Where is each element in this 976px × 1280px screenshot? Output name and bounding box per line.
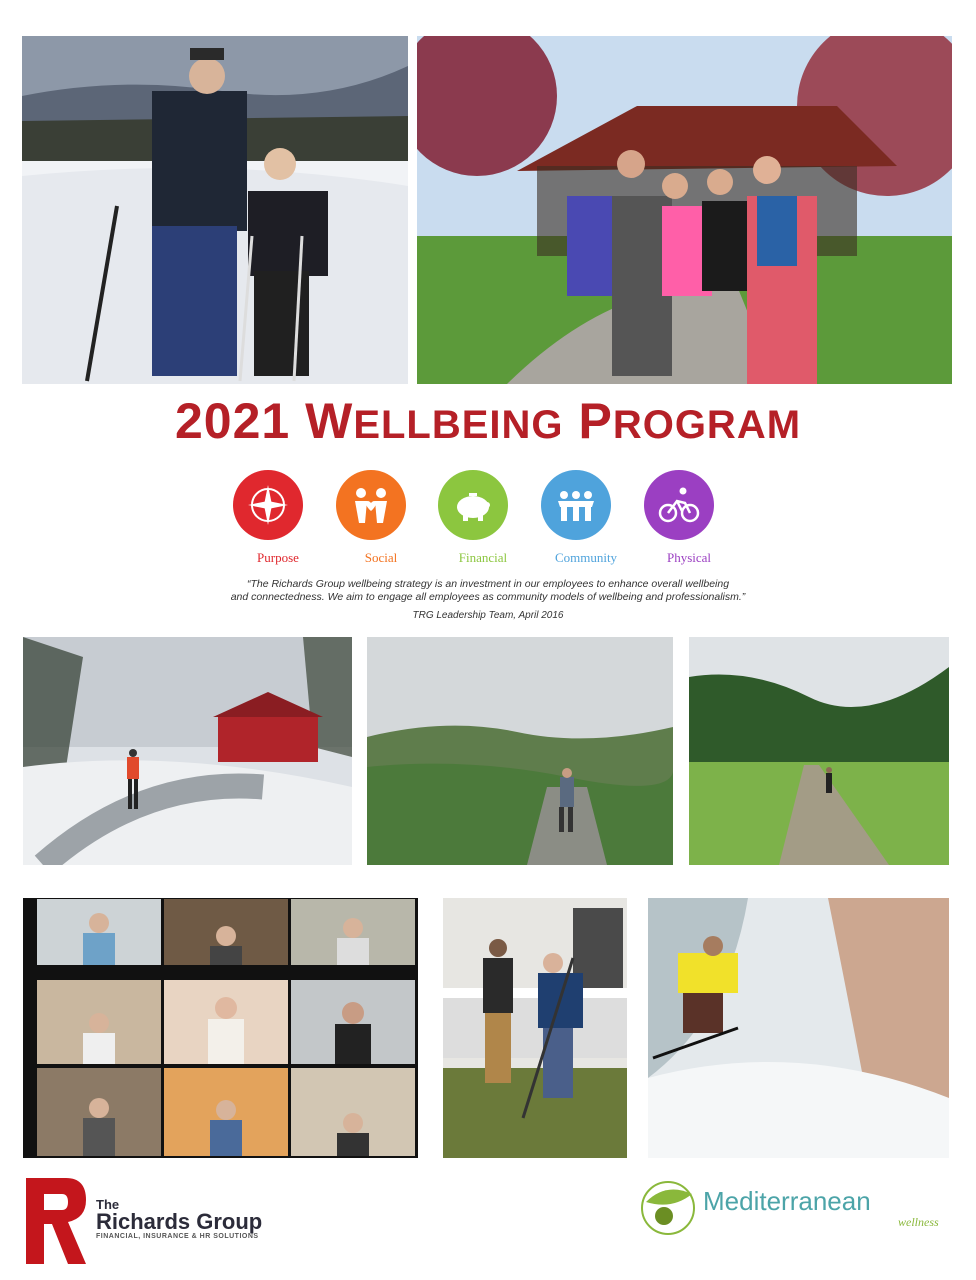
- pillar-label-financial: Financial: [458, 550, 508, 565]
- photo-foggy-hike: [367, 637, 673, 865]
- quote-line-2: and connectedness. We aim to engage all employees as community models of wellbeing and professionalism.”: [230, 591, 746, 603]
- title-year: 2021: [174, 393, 291, 449]
- title-ellbeing: ELLBEING: [353, 403, 564, 447]
- title-p: P: [578, 393, 613, 449]
- mission-quote: [0, 578, 976, 604]
- olive-leaf-icon: [636, 1176, 700, 1236]
- richards-the: The: [96, 1197, 120, 1212]
- photo-winter-run: [23, 637, 352, 865]
- pillar-label-community: Community: [554, 550, 618, 565]
- photo-skiing: [648, 898, 949, 1158]
- community-people-icon: [541, 470, 611, 540]
- mediterranean-name: Mediterranean: [703, 1186, 871, 1216]
- photo-grass-trail: [689, 637, 949, 865]
- mediterranean-sub: wellness: [898, 1215, 939, 1229]
- photo-zoom-stretch: [23, 898, 418, 1158]
- title-rogram: ROGRAM: [612, 403, 802, 447]
- pillar-label-purpose: Purpose: [257, 550, 299, 565]
- title-w: W: [305, 393, 354, 449]
- pillar-label-social: Social: [364, 550, 398, 565]
- photo-pride-group: [417, 36, 952, 384]
- photo-yard-work: [443, 898, 627, 1158]
- pillar-label-physical: Physical: [666, 550, 712, 565]
- richards-tagline: FINANCIAL, INSURANCE & HR SOLUTIONS: [96, 1233, 259, 1240]
- richards-group-wordmark: [96, 1198, 262, 1240]
- quote-line-1: “The Richards Group wellbeing strategy is an investment in our employees to enhance overall wellbeing: [246, 578, 730, 590]
- cyclist-icon: [644, 470, 714, 540]
- quote-attribution: TRG Leadership Team, April 2016: [412, 610, 564, 621]
- piggy-bank-icon: [438, 470, 508, 540]
- pillar-icons: [0, 470, 976, 570]
- photo-snowshoeing: [22, 36, 408, 384]
- richards-r-mark-icon: [22, 1176, 92, 1266]
- compass-icon: [233, 470, 303, 540]
- page-title: [0, 392, 976, 450]
- richards-name: Richards Group: [96, 1209, 263, 1234]
- people-heart-icon: [336, 470, 406, 540]
